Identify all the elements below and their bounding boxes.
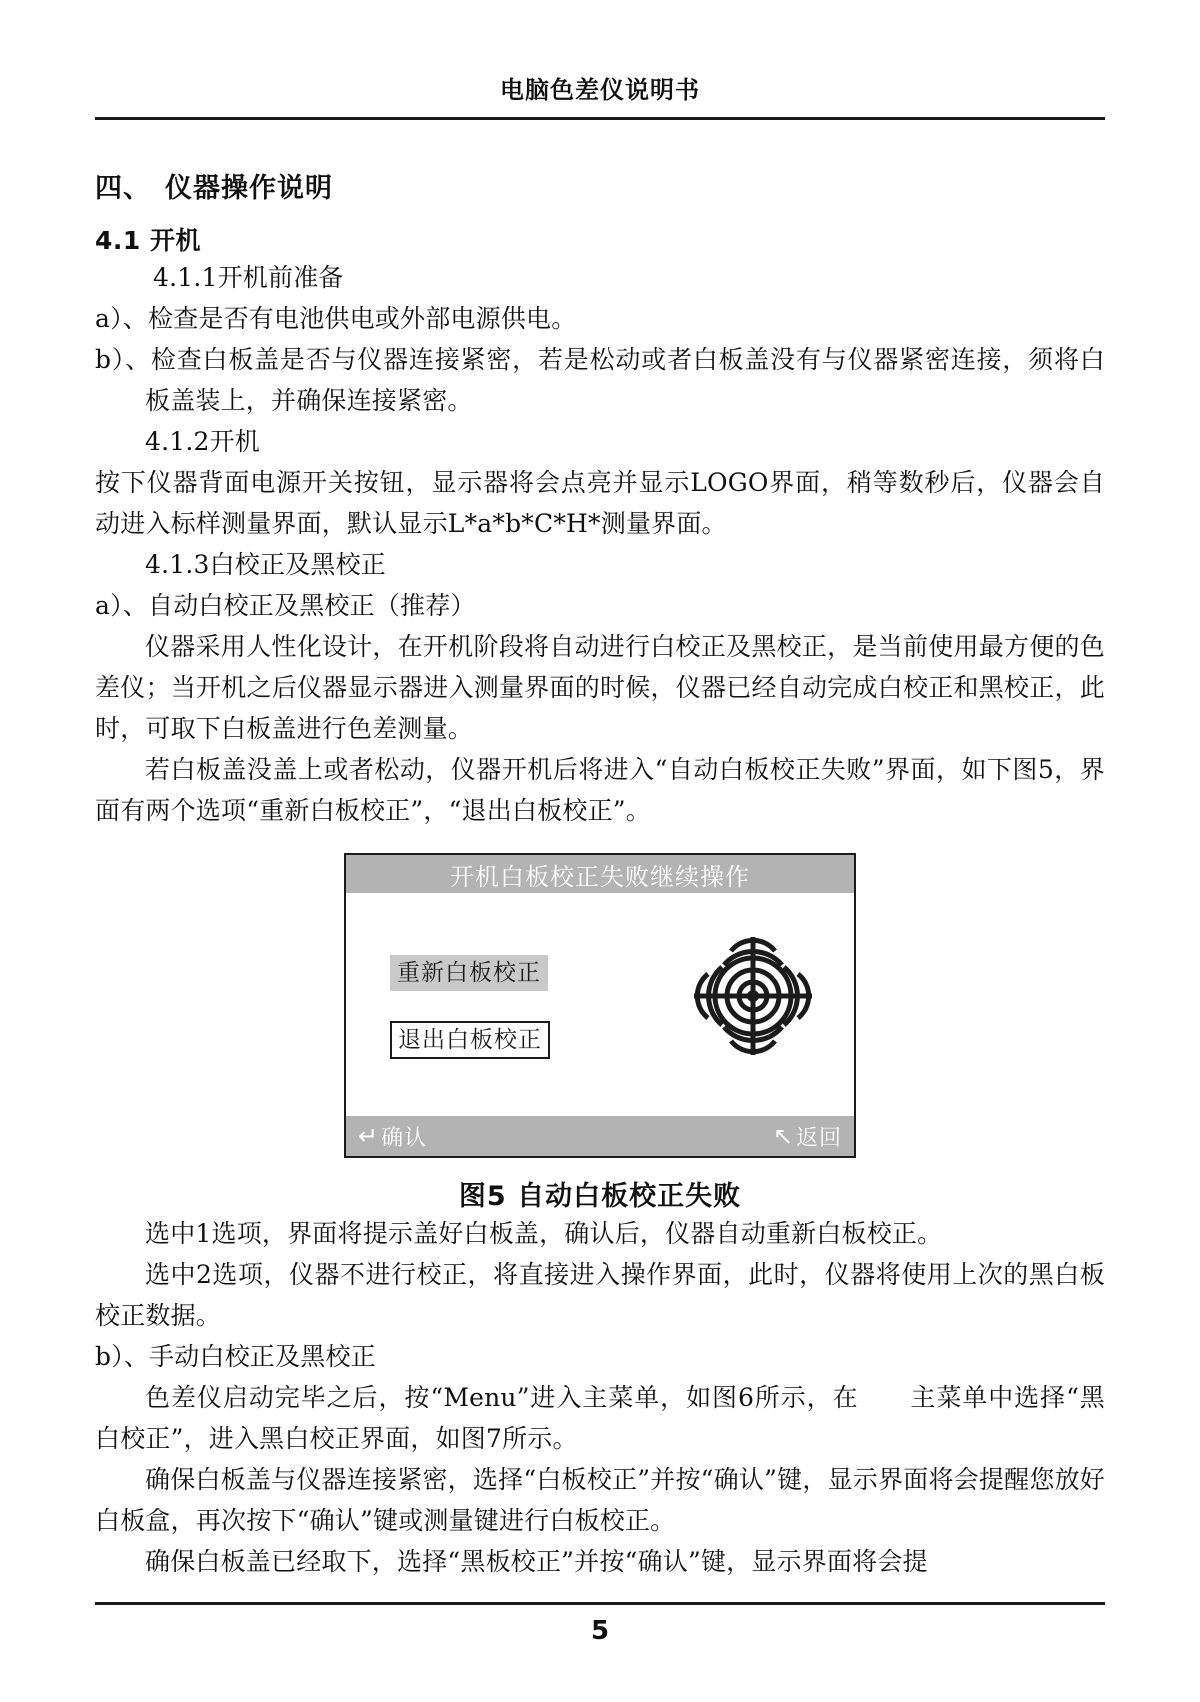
paragraph-item-b: b）、检查白板盖是否与仪器连接紧密，若是松动或者白板盖没有与仪器紧密连接，须将白板盖装上，并确保连接紧密。 [95, 345, 1105, 415]
page-content [95, 0, 1105, 1582]
paragraph-white-cal-instructions: 确保白板盖与仪器连接紧密，选择“白板校正”并按“确认”键，显示界面将会提醒您放好白板盒，再次按下“确认”键或测量键进行白板校正。 [95, 1465, 1105, 1535]
running-head: 电脑色差仪说明书 [500, 76, 700, 104]
paragraph-4-1-2: 4.1.2开机 [145, 427, 261, 456]
enter-arrow-icon: ↵ [358, 1122, 380, 1150]
paragraph-manual-cal-item-b: b）、手动白校正及黑校正 [95, 1342, 376, 1371]
device-option-recalibrate[interactable]: 重新白板校正 [390, 955, 548, 991]
paragraph-4-1-3: 4.1.3白校正及黑校正 [145, 550, 387, 579]
device-return-action[interactable] [773, 1121, 842, 1152]
paragraph-4-1-1: 4.1.1开机前准备 [153, 263, 344, 292]
page-number: 5 [590, 1616, 610, 1646]
figure-5 [95, 853, 1105, 1158]
subsection-heading: 4.1 开机 [95, 226, 201, 255]
device-option-exit-calibration[interactable]: 退出白板校正 [390, 1021, 550, 1059]
device-screen-mock [344, 853, 856, 1158]
device-return-label: 返回 [795, 1125, 842, 1151]
header-divider [95, 117, 1105, 120]
footer-divider [95, 1602, 1105, 1605]
paragraph-power-on: 按下仪器背面电源开关按钮，显示器将会点亮并显示LOGO界面，稍等数秒后，仪器会自动进入标样测量界面，默认显示L*a*b*C*H*测量界面。 [95, 468, 1105, 538]
device-title-bar: 开机白板校正失败继续操作 [346, 855, 854, 893]
device-confirm-label: 确认 [381, 1125, 428, 1151]
paragraph-cal-fail-desc: 若白板盖没盖上或者松动，仪器开机后将进入“自动白板校正失败”界面，如下图5，界面有两个选项“重新白板校正”，“退出白板校正”。 [95, 755, 1105, 825]
section-title: 仪器操作说明 [165, 173, 333, 204]
paragraph-auto-cal-desc: 仪器采用人性化设计，在开机阶段将自动进行白校正及黑校正，是当前使用最方便的色差仪；当开机之后仪器显示器进入测量界面的时候，仪器已经自动完成白校正和黑校正，此时，可取下白板盖进行色差测量。 [95, 632, 1105, 743]
device-screen-body [346, 893, 854, 1116]
paragraph-item-a: a）、检查是否有电池供电或外部电源供电。 [95, 304, 577, 333]
device-confirm-action[interactable] [358, 1121, 427, 1152]
figure-caption: 图5 自动白板校正失败 [458, 1181, 742, 1212]
paragraph-black-cal-instructions: 确保白板盖已经取下，选择“黑板校正”并按“确认”键，显示界面将会提 [145, 1547, 928, 1576]
paragraph-auto-cal-item-a: a）、自动白校正及黑校正（推荐） [95, 591, 476, 620]
back-arrow-icon: ↖ [772, 1122, 794, 1150]
paragraph-option2: 选中2选项，仪器不进行校正，将直接进入操作界面，此时，仪器将使用上次的黑白板校正数据。 [95, 1260, 1105, 1330]
paragraph-menu-instructions: 色差仪启动完毕之后，按“Menu”进入主菜单，如图6所示，在 主菜单中选择“黑白校正”，进入黑白校正界面，如图7所示。 [95, 1383, 1105, 1453]
calibration-target-icon [688, 931, 818, 1061]
device-footer-bar [346, 1116, 854, 1156]
section-heading [95, 166, 1105, 205]
section-number: 四、 [95, 173, 151, 204]
paragraph-option1: 选中1选项，界面将提示盖好白板盖，确认后，仪器自动重新白板校正。 [145, 1219, 943, 1248]
